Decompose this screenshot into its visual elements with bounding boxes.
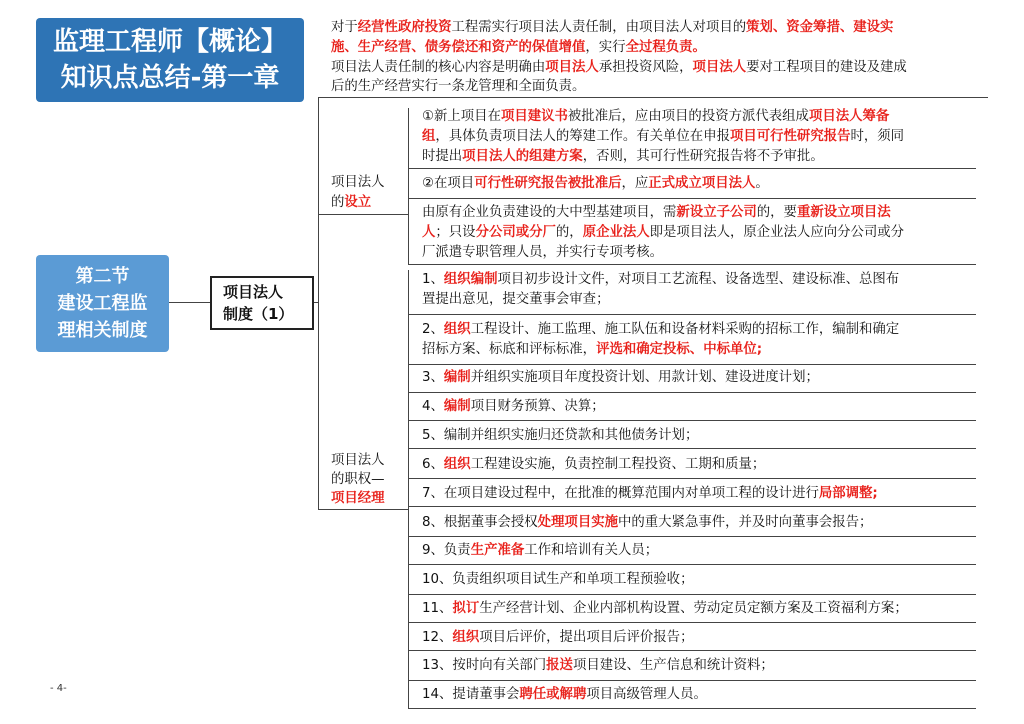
duty7-underline (408, 506, 976, 507)
chapter-title-line1: 监理工程师【概论】 (52, 27, 287, 57)
duty4-underline (408, 420, 976, 421)
duty5-underline (408, 448, 976, 449)
section-line3: 理相关制度 (57, 320, 148, 341)
intro-underline (318, 97, 988, 98)
duty1-underline (408, 314, 976, 315)
page-number: - 4- (50, 683, 67, 694)
establish-item3-underline (408, 264, 976, 265)
intro-line1: 对于经营性政府投资工程需实行项目法人责任制，由项目法人对项目的策划、资金筹措、建设实 (331, 20, 894, 35)
duty12-underline (408, 650, 976, 651)
duty-item-11: 11、拟订生产经营计划、企业内部机构设置、劳动定员定额方案及工资福利方案； (422, 601, 908, 616)
duty-item-13: 13、按时向有关部门报送项目建设、生产信息和统计资料； (422, 658, 774, 673)
duty2-underline (408, 364, 976, 365)
establish-item3: 由原有企业负责建设的大中型基建项目，需新设立子公司的，要重新设立项目法 人；只设分公司或分厂的，原企业法人即是项目法人，原企业法人应向分公司或分 厂派遣专职管理人员，并实行专项考核。 (422, 205, 905, 260)
duty-item-7: 7、在项目建设过程中，在批准的概算范围内对单项工程的设计进行局部调整; (422, 486, 878, 501)
section-title (36, 255, 169, 352)
duty-item-14: 14、提请董事会聘任或解聘项目高级管理人员。 (422, 687, 707, 702)
system-node (210, 276, 314, 330)
system-line1: 项目法人 (223, 283, 284, 301)
duty11-underline (408, 622, 976, 623)
duty9-underline (408, 564, 976, 565)
establish-item2: ②在项目可行性研究报告被批准后，应正式成立项目法人。 (422, 176, 769, 191)
intro-line2: 施、生产经营、债务偿还和资产的保值增值，实行全过程负责。 (331, 40, 706, 55)
chapter-title-line2: 知识点总结-第一章 (60, 63, 280, 93)
duty-item-1: 1、组织编制项目初步设计文件，对项目工艺流程、设备选型、建设标准、总图布 置提出意见，提交董事会审查； (422, 272, 900, 307)
establish-underline (318, 214, 408, 215)
duty-item-3: 3、编制并组织实施项目年度投资计划、用款计划、建设进度计划； (422, 370, 819, 385)
duties-underline (318, 509, 408, 510)
duties-bracket (408, 270, 409, 708)
duty-item-4: 4、编制项目财务预算、决算； (422, 399, 605, 414)
duty-item-6: 6、组织工程建设实施，负责控制工程投资、工期和质量； (422, 457, 766, 472)
duty14-underline (408, 708, 976, 709)
duty3-underline (408, 392, 976, 393)
establish-label: 项目法人 的设立 (331, 175, 385, 210)
duty-item-5: 5、编制并组织实施归还贷款和其他债务计划； (422, 428, 699, 443)
duty-item-2: 2、组织工程设计、施工监理、施工队伍和设备材料采购的招标工作，编制和确定 招标方案、标底和评标标准，评选和确定投标、中标单位; (422, 322, 900, 357)
establish-item1: ①新上项目在项目建议书被批准后，应由项目的投资方派代表组成项目法人筹备 组，具体负责项目法人的筹建工作。有关单位在申报项目可行性研究报告时，须同 时提出项目法人的组建方案，否则，其可行性研究报告将不予审批。 (422, 109, 905, 164)
chapter-title (36, 18, 304, 102)
duty-item-10: 10、负责组织项目试生产和单项工程预验收； (422, 572, 694, 587)
section-line1: 第二节 (75, 266, 130, 287)
intro-line3: 项目法人责任制的核心内容是明确由项目法人承担投资风险，项目法人要对工程项目的建设及建成 (331, 60, 907, 75)
duty-item-12: 12、组织项目后评价，提出项目后评价报告； (422, 630, 694, 645)
establish-item1-underline (408, 168, 976, 169)
section-line2: 建设工程监 (57, 293, 148, 314)
duty10-underline (408, 594, 976, 595)
establish-item2-underline (408, 198, 976, 199)
intro-line4: 后的生产经营实行一条龙管理和全面负责。 (331, 79, 586, 94)
duty13-underline (408, 680, 976, 681)
establish-bracket (408, 108, 409, 264)
connector-section-system (169, 302, 210, 303)
duty8-underline (408, 536, 976, 537)
system-line2: 制度（1） (223, 305, 294, 323)
duty6-underline (408, 478, 976, 479)
duties-label: 项目法人 的职权— 项目经理 (331, 453, 385, 506)
duty-item-9: 9、负责生产准备工作和培训有关人员； (422, 543, 659, 558)
duty-item-8: 8、根据董事会授权处理项目实施中的重大紧急事件，并及时向董事会报告； (422, 515, 873, 530)
trunk-line (318, 97, 319, 510)
